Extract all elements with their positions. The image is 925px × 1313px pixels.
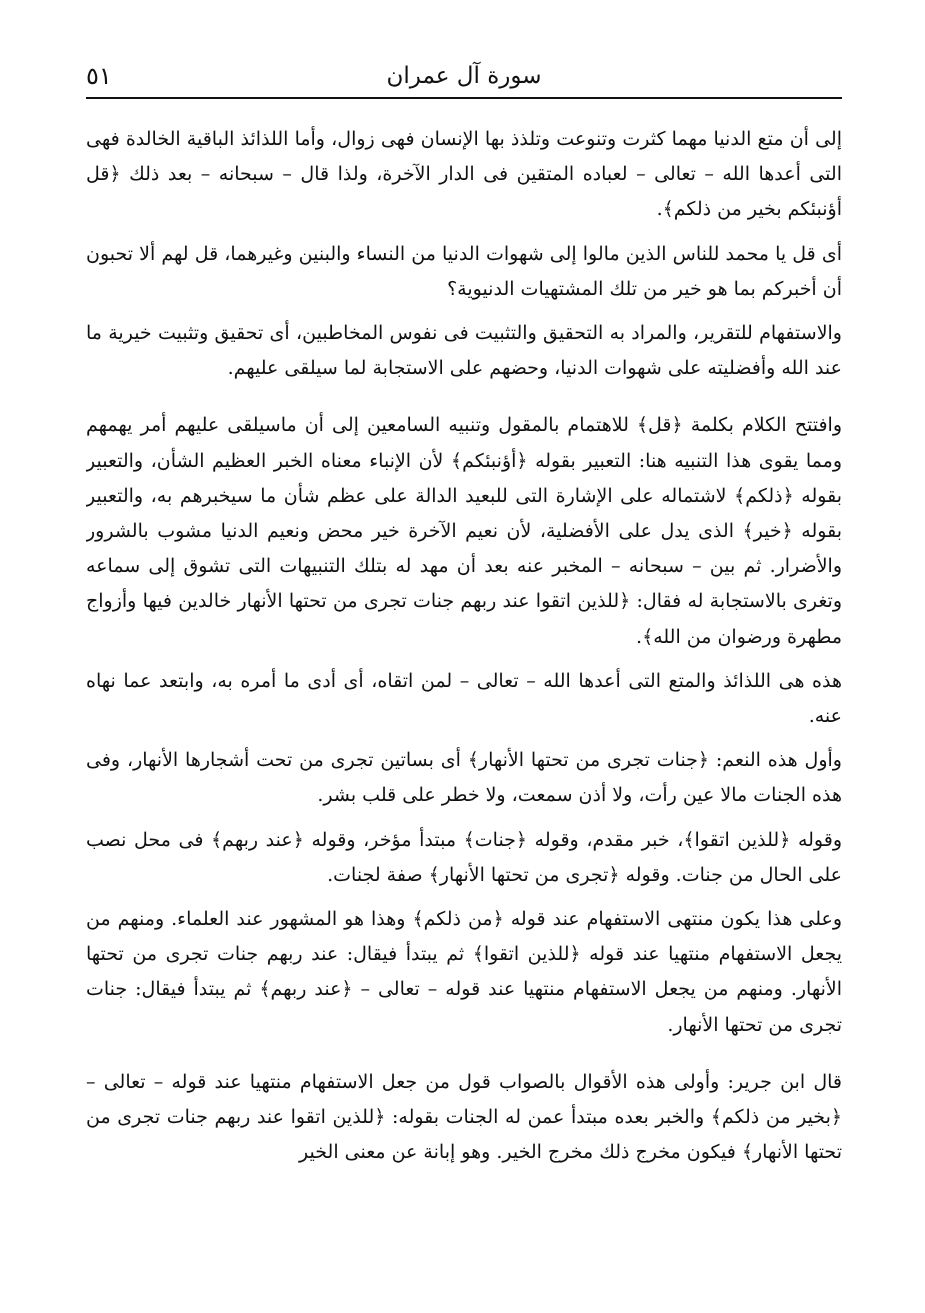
running-head <box>86 56 842 94</box>
header-divider <box>86 97 842 99</box>
paragraph-4: وافتتح الكلام بكلمة ﴿قل﴾ للاهتمام بالمقول وتنبيه السامعين إلى أن ماسيلقى عليهم أمر يهمهم ومما يقوى هذا التنبيه هنا: التعبير بقوله ﴿أؤنبئكم﴾ لأن الإنباء معناه الخبر العظيم الشأن، والتعبير بقوله ﴿ذلكم﴾ لاشتماله على الإشارة التى للبعيد الدالة على عظم شأن ما سيخبرهم به، والتعبير بقوله ﴿خير﴾ الذى يدل على الأفضلية، لأن نعيم الآخرة خير محض ونعيم الدنيا مشوب بالشرور والأضرار. ثم بين – سبحانه – المخبر عنه بعد أن مهد له بتلك التنبيهات التى تشوق إلى سماعه وتغرى بالاستجابة له فقال: ﴿للذين اتقوا عند ربهم جنات تجرى من تحتها الأنهار خالدين فيها وأزواج مطهرة ورضوان من الله﴾. <box>86 414 842 648</box>
paragraph-6: وأول هذه النعم: ﴿جنات تجرى من تحتها الأنهار﴾ أى بساتين تجرى من تحت أشجارها الأنهار، وفى هذه الجنات مالا عين رأت، ولا أذن سمعت، ولا خطر على قلب بشر. <box>86 749 842 807</box>
paragraph-3: والاستفهام للتقرير، والمراد به التحقيق والتثبيت فى نفوس المخاطبين، أى تحقيق وتثبيت خيرية ما عند الله وأفضليته على شهوات الدنيا، وحضهم على الاستجابة لما سيلقى عليهم. <box>86 322 842 380</box>
paragraph-7: وقوله ﴿للذين اتقوا﴾، خبر مقدم، وقوله ﴿جنات﴾ مبتدأ مؤخر، وقوله ﴿عند ربهم﴾ فى محل نصب على الحال من جنات. وقوله ﴿تجرى من تحتها الأنهار﴾ صفة لجنات. <box>86 828 842 886</box>
surah-title: سورة آل عمران <box>386 63 542 89</box>
paragraph-5: هذه هى اللذائذ والمتع التى أعدها الله – تعالى – لمن اتقاه، أى أدى ما أمره به، وابتعد عما نهاه عنه. <box>86 669 842 728</box>
paragraph-1: إلى أن متع الدنيا مهما كثرت وتنوعت وتلذذ بها الإنسان فهى زوال، وأما اللذائذ الباقية الخالدة فهى التى أعدها الله – تعالى – لعباده المتقين فى الدار الآخرة، ولذا قال – سبحانه – بعد ذلك ﴿قل أؤنبئكم بخير من ذلكم﴾. <box>86 128 842 221</box>
paragraph-9: قال ابن جرير: وأولى هذه الأقوال بالصواب قول من جعل الاستفهام منتهيا عند قوله – تعالى – ﴿بخير من ذلكم﴾ والخبر بعده مبتدأ عمن له الجنات بقوله: ﴿للذين اتقوا عند ربهم جنات تجرى من تحتها الأنهار﴾ فيكون مخرج ذلك مخرج الخير. وهو إبانة عن معنى الخير <box>86 1070 842 1164</box>
body-text <box>86 122 842 1300</box>
paragraph-8: وعلى هذا يكون منتهى الاستفهام عند قوله ﴿من ذلكم﴾ وهذا هو المشهور عند العلماء. ومنهم من يجعل الاستفهام منتهيا عند قوله ﴿للذين اتقوا﴾ ثم يبتدأ فيقال: عند ربهم جنات تجرى من تحتها الأنهار. ومنهم من يجعل الاستفهام منتهيا عند قوله – تعالى – ﴿عند ربهم﴾ ثم يبتدأ فيقال: جنات تجرى من تحتها الأنهار. <box>86 908 842 1036</box>
paragraph-2: أى قل يا محمد للناس الذين مالوا إلى شهوات الدنيا من النساء والبنين وغيرهما، قل لهم ألا تحبون أن أخبركم بما هو خير من تلك المشتهيات الدنيوية؟ <box>86 242 842 300</box>
page-number: ٥١ <box>86 62 112 90</box>
